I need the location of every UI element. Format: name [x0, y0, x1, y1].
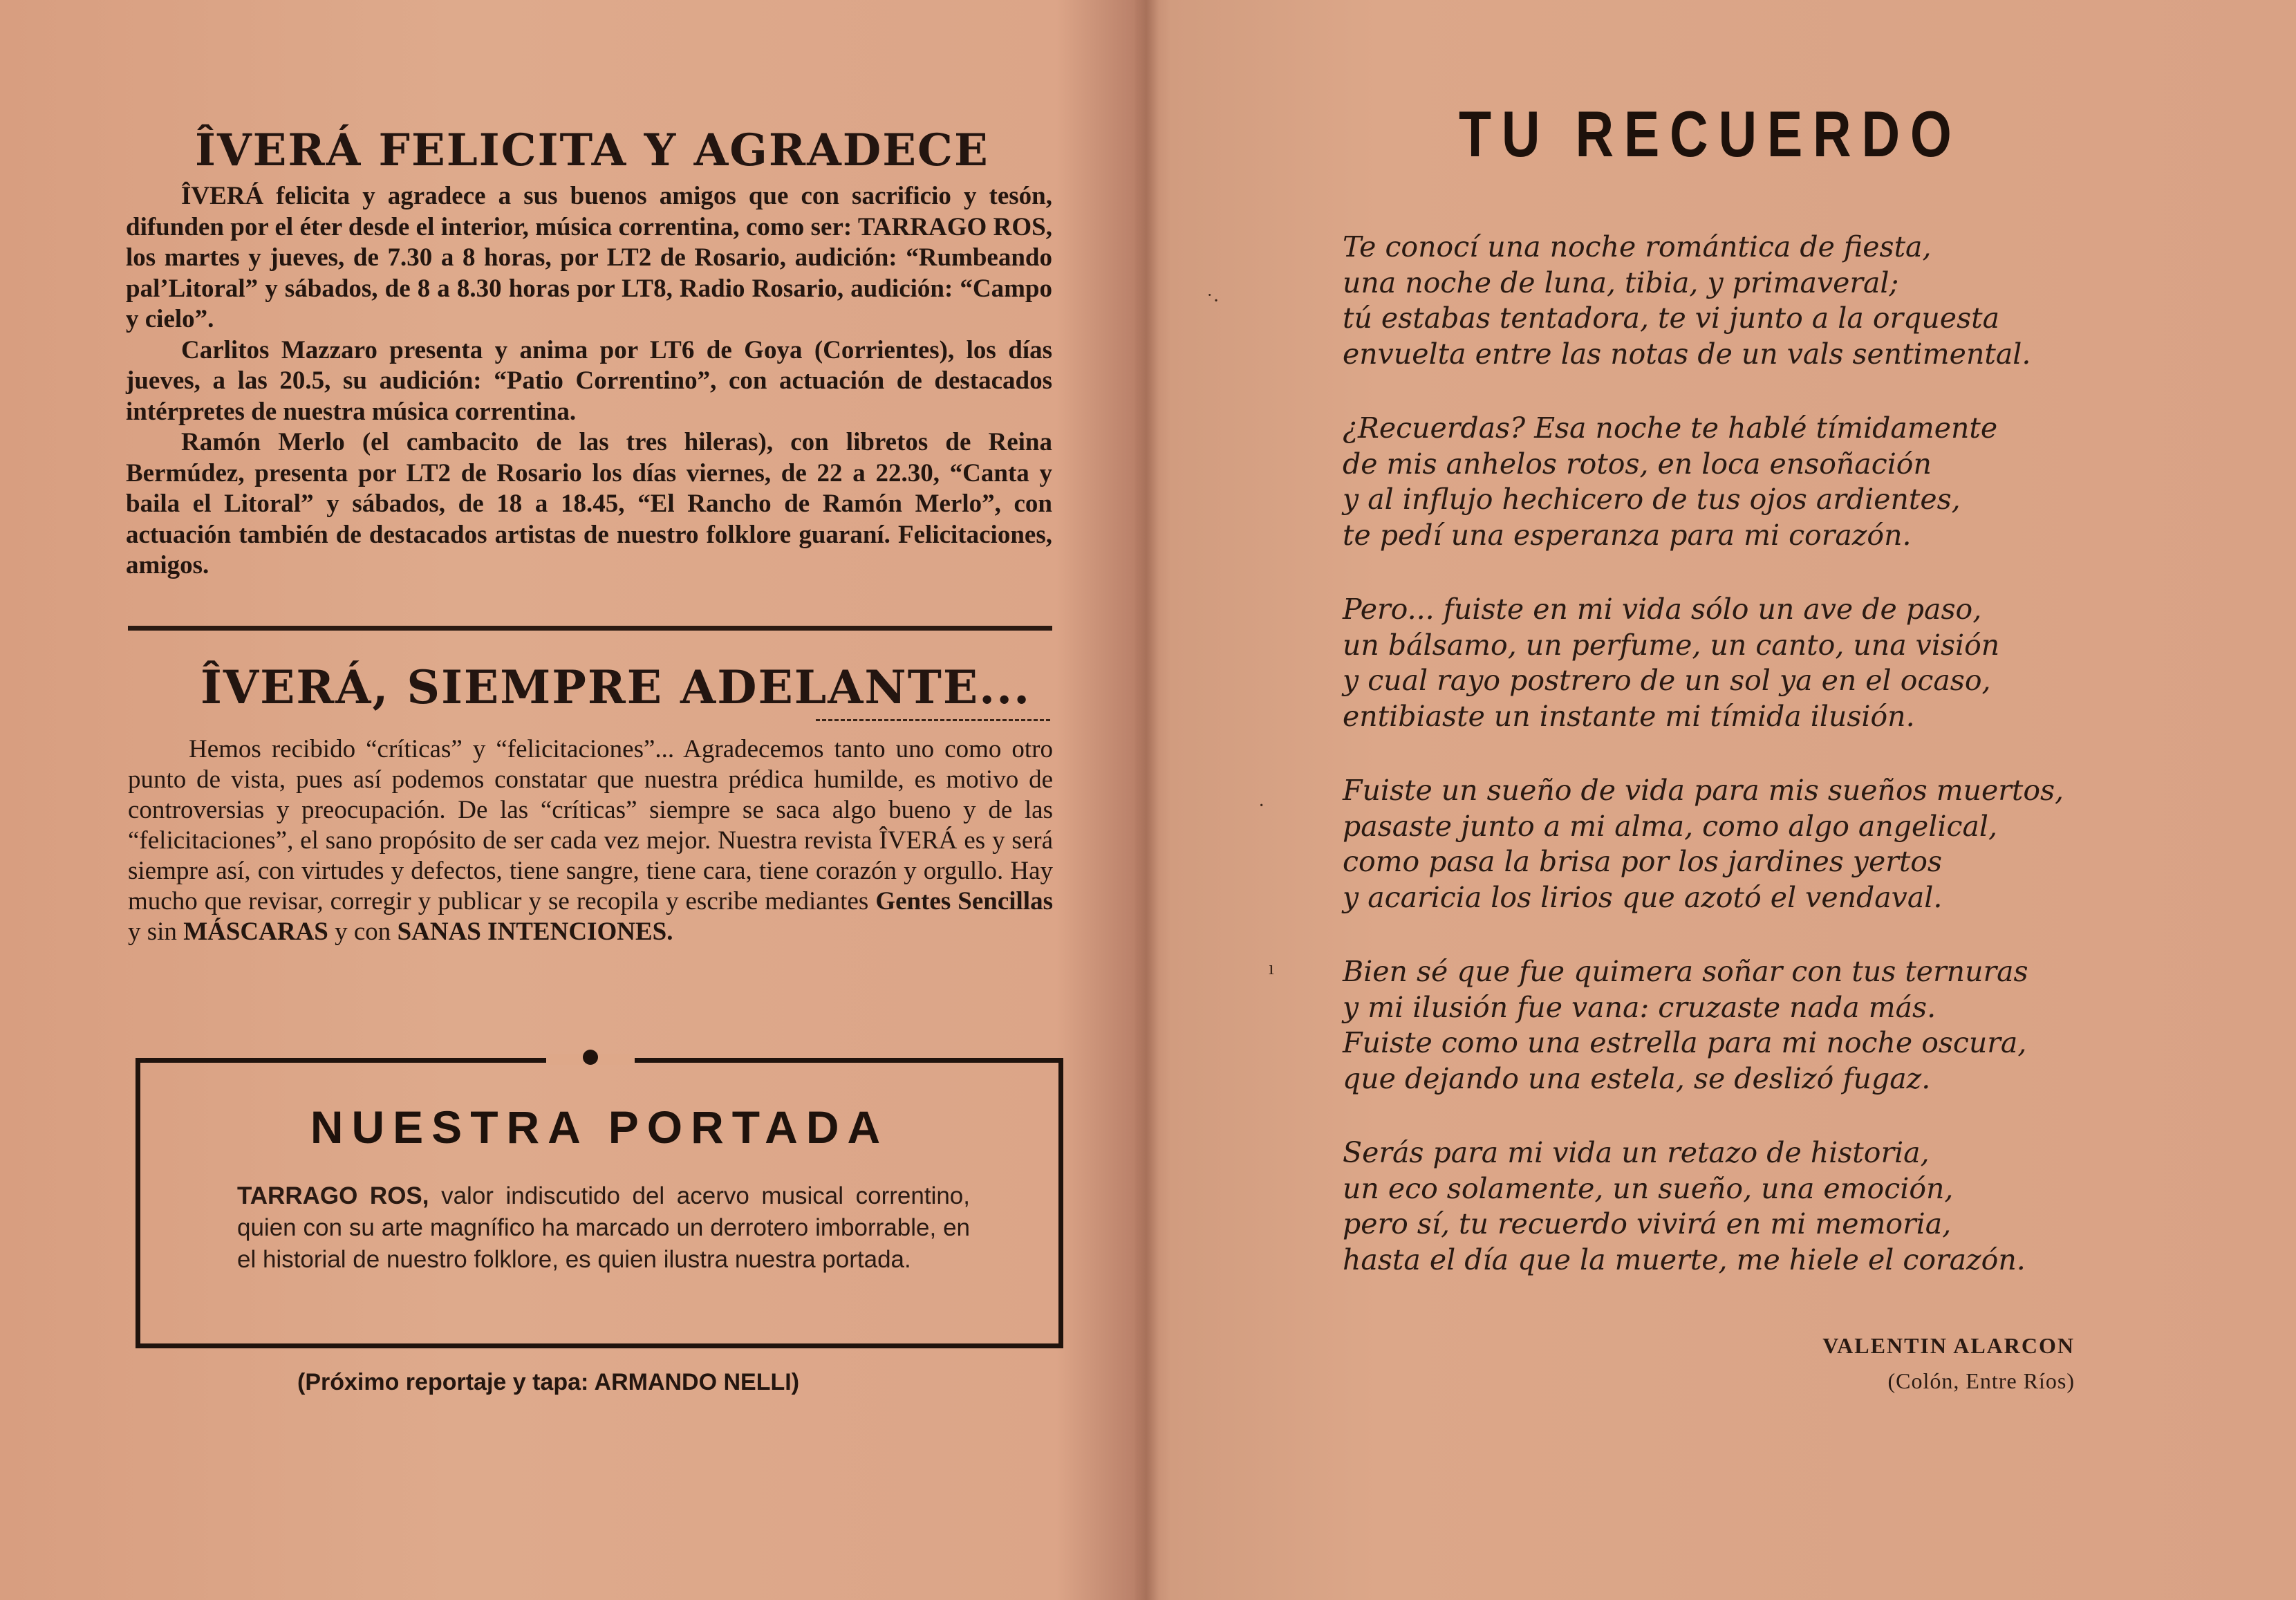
bullet-dot	[583, 1050, 598, 1065]
agradece-paragraph: Ramón Merlo (el cambacito de las tres hileras), con libretos de Reina Bermúdez, presenta por LT2 de Rosario los días viernes, de 22 a 22.30, “Canta y baila el Litoral” y sábados, de 18 a 18.45, “El Rancho de Ramón Merlo”, con actuación también de destacados artistas de nuestro folklore guaraní. Felicitaciones, amigos.	[126, 428, 1052, 579]
poem-line: un eco solamente, un sueño, una emoción,	[1343, 1171, 1954, 1205]
adelante-bold-gentes: Gentes Sencillas	[875, 887, 1053, 915]
poem-line: y acaricia los lirios que azotó el vendaval.	[1343, 880, 1943, 914]
poem-line: Te conocí una noche romántica de fiesta,	[1343, 230, 1932, 263]
poem-line: pero sí, tu recuerdo vivirá en mi memoria,	[1343, 1207, 1952, 1240]
portada-title: NUESTRA PORTADA	[310, 1101, 889, 1153]
poem-line: una noche de luna, tibia, y primaveral;	[1343, 266, 1899, 299]
adelante-mid: y sin	[128, 918, 184, 946]
stanza	[1343, 954, 2172, 1097]
dashed-rule	[816, 719, 1051, 721]
agradece-paragraph: ÎVERÁ felicita y agradece a sus buenos amigos que con sacrificio y tesón, difunden por el éter desde el interior, música correntina, como ser: TARRAGO ROS, los martes y jueves, de 7.30 a 8 horas, por LT2 de Rosario, audición: “Rumbeando pal’Litoral” y sábados, de 8 a 8.30 horas por LT8, Radio Rosario, audición: “Campo y cielo”.	[126, 182, 1052, 333]
print-speck: ˙·	[1206, 290, 1220, 312]
portada-text	[237, 1180, 970, 1276]
agradece-body	[126, 181, 1052, 582]
poem-line: pasaste junto a mi alma, como algo angelical,	[1343, 809, 1998, 843]
poem-line: entibiaste un instante mi tímida ilusión.	[1343, 699, 1915, 733]
poem-line: como pasa la brisa por los jardines yertos	[1343, 845, 1943, 878]
portada-box	[136, 1058, 1063, 1348]
heading-adelante: ÎVERÁ, SIEMPRE ADELANTE...	[200, 660, 1032, 714]
stanza	[1343, 773, 2172, 915]
adelante-end: y con	[328, 918, 398, 946]
adelante-bold-mascaras: MÁSCARAS	[183, 918, 328, 946]
adelante-bold-intenciones: SANAS INTENCIONES.	[397, 918, 673, 946]
next-issue-note: (Próximo reportaje y tapa: ARMANDO NELLI)	[297, 1369, 800, 1395]
poem-line: que dejando una estela, se deslizó fugaz.	[1343, 1061, 1931, 1095]
poem-line: y cual rayo postrero de un sol ya en el ocaso,	[1343, 664, 1991, 697]
author-place: (Colón, Entre Ríos)	[1887, 1368, 2075, 1393]
left-page	[0, 0, 1141, 1600]
poem	[1343, 230, 2172, 1317]
poem-line: envuelta entre las notas de un vals sentimental.	[1343, 337, 2031, 371]
poem-line: de mis anhelos rotos, en loca ensoñación	[1343, 447, 1932, 481]
adelante-body	[128, 734, 1053, 947]
poem-title: TU RECUERDO	[1459, 97, 1962, 170]
adelante-paragraph	[128, 734, 1053, 947]
portada-description: valor indiscutido del acervo musical correntino, quien con su arte magnífico ha marcado un derrotero imborrable, en el historial de nuestro folklore, es quien ilustra nuestra portada.	[237, 1182, 970, 1273]
poem-line: ¿Recuerdas? Esa noche te hablé tímidamente	[1343, 411, 1998, 445]
poem-signature	[1822, 1333, 2075, 1394]
poem-line: Fuiste un sueño de vida para mis sueños muertos,	[1343, 774, 2064, 807]
poem-line: y mi ilusión fue vana: cruzaste nada más.	[1343, 990, 1936, 1024]
poem-line: un bálsamo, un perfume, un canto, una visión	[1343, 628, 2000, 662]
agradece-paragraph: Carlitos Mazzaro presenta y anima por LT6 de Goya (Corrientes), los días jueves, a las 20.5, su audición: “Patio Correntino”, con actuación de destacados intérpretes de nuestra música correntina.	[126, 335, 1052, 426]
print-speck: ·	[1258, 795, 1265, 817]
stanza	[1343, 230, 2172, 372]
poem-line: y al influjo hechicero de tus ojos ardientes,	[1343, 483, 1961, 516]
poem-line: hasta el día que la muerte, me hiele el corazón.	[1343, 1243, 2026, 1276]
poem-line: Bien sé que fue quimera soñar con tus ternuras	[1343, 955, 2028, 988]
heading-agradece: ÎVERÁ FELICITA Y AGRADECE	[195, 124, 989, 176]
poem-line: te pedí una esperanza para mi corazón.	[1343, 518, 1912, 552]
adelante-text: Hemos recibido “críticas” y “felicitaciones”... Agradecemos tanto uno como otro punto de vista, pues así podemos constatar que nuestra prédica humilde, es motivo de controversias y preocupación. De las “críticas” siempre se saca algo bueno y de las “felicitaciones”, el sano propósito de ser cada vez mejor. Nuestra revista ÎVERÁ es y será siempre así, con virtudes y defectos, tiene sangre, tiene cara, tiene corazón y orgullo. Hay mucho que revisar, corregir y publicar y se recopila y escribe mediantes	[128, 735, 1053, 915]
author-name: VALENTIN ALARCON	[1822, 1333, 2075, 1358]
print-speck: ı	[1269, 958, 1274, 979]
section-divider	[128, 626, 1052, 631]
poem-line: tú estabas tentadora, te vi junto a la orquesta	[1343, 301, 2000, 335]
poem-line: Serás para mi vida un retazo de historia,	[1343, 1136, 1930, 1169]
poem-line: Fuiste como una estrella para mi noche oscura,	[1343, 1026, 2027, 1059]
portada-bold: TARRAGO ROS,	[237, 1182, 429, 1209]
stanza	[1343, 592, 2172, 734]
stanza	[1343, 411, 2172, 553]
poem-line: Pero... fuiste en mi vida sólo un ave de paso,	[1343, 593, 1982, 626]
stanza	[1343, 1135, 2172, 1278]
